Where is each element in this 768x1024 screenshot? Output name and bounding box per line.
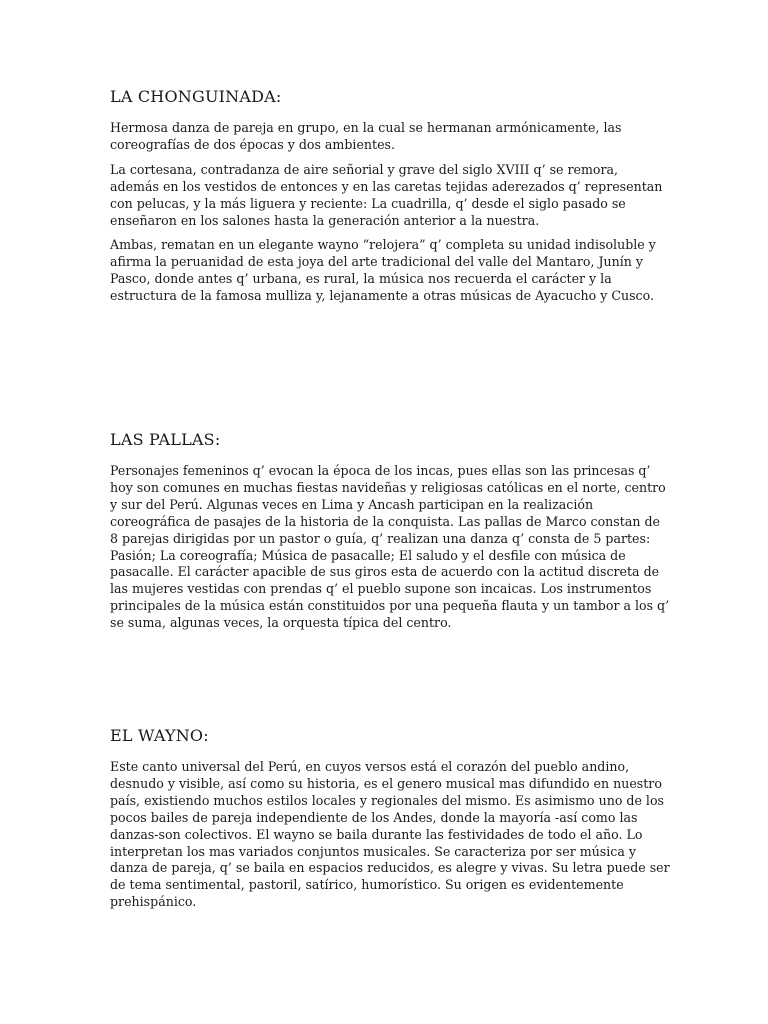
paragraph: La cortesana, contradanza de aire señorial y grave del siglo XVIII q’ se remora, además en los vestidos de entonces y en las caretas tejidas aderezados q’ representan con pelucas, y la más liguera y reciente: La cuadrilla, q’ desde el siglo pasado se enseñaron en los salones hasta la generación anterior a la nuestra. xyxy=(110,161,663,228)
paragraph: Ambas, rematan en un elegante wayno “relojera” q’ completa su unidad indisoluble y afirma la peruanidad de esta joya del arte tradicional del valle del Mantaro, Junín y Pasco, donde antes q’ urbana, es rural, la música nos recuerda el carácter y la estructura de la famosa mulliza y, lejanamente a otras músicas de Ayacucho y Cusco. xyxy=(110,237,656,304)
paragraph: Este canto universal del Perú, en cuyos versos está el corazón del pueblo andino, desnudo y visible, así como su historia, es el genero musical mas difundido en nuestro país, existiendo muchos estilos locales y regionales del mismo. Es asimismo uno de los pocos bailes de pareja independiente de los Andes, donde la mayoría -así como las danzas-son colectivos. El wayno se baila durante las festividades de todo el año. Lo interpretan los mas variados conjuntos musicales. Se caracteriza por ser música y danza de pareja, q’ se baila en espacios reducidos, es alegre y vivas. Su letra puede ser de tema sentimental, pastoril, satírico, humorístico. Su origen es evidentemente prehispánico. xyxy=(110,759,670,910)
paragraph: Personajes femeninos q’ evocan la época de los incas, pues ellas son las princesas q’ hoy son comunes en muchas fiestas navideñas y religiosas católicas en el norte, centro y sur del Perú. Algunas veces en Lima y Ancash participan en la realización coreográfica de pasajes de la historia de la conquista. Las pallas de Marco constan de 8 parejas dirigidas por un pastor o guía, q’ realizan una danza q’ consta de 5 partes: Pasión; La coreografía; Música de pasacalle; El saludo y el desfile con música de pasacalle. El carácter apacible de sus giros esta de acuerdo con la actitud discreta de las mujeres vestidas con prendas q’ el pueblo supone son incaicas. Los instrumentos principales de la música están constituidos por una pequeña flauta y un tambor a los q’ se suma, algunas veces, la orquesta típica del centro. xyxy=(110,463,670,631)
section-la-chonguinada xyxy=(110,87,670,313)
paragraph: Hermosa danza de pareja en grupo, en la cual se hermanan armónicamente, las coreografías de dos épocas y dos ambientes. xyxy=(110,120,622,152)
section-title: LA CHONGUINADA: xyxy=(110,87,282,106)
section-title: EL WAYNO: xyxy=(110,726,209,745)
section-el-wayno xyxy=(110,726,670,919)
section-title: LAS PALLAS: xyxy=(110,430,221,449)
section-las-pallas xyxy=(110,430,670,640)
